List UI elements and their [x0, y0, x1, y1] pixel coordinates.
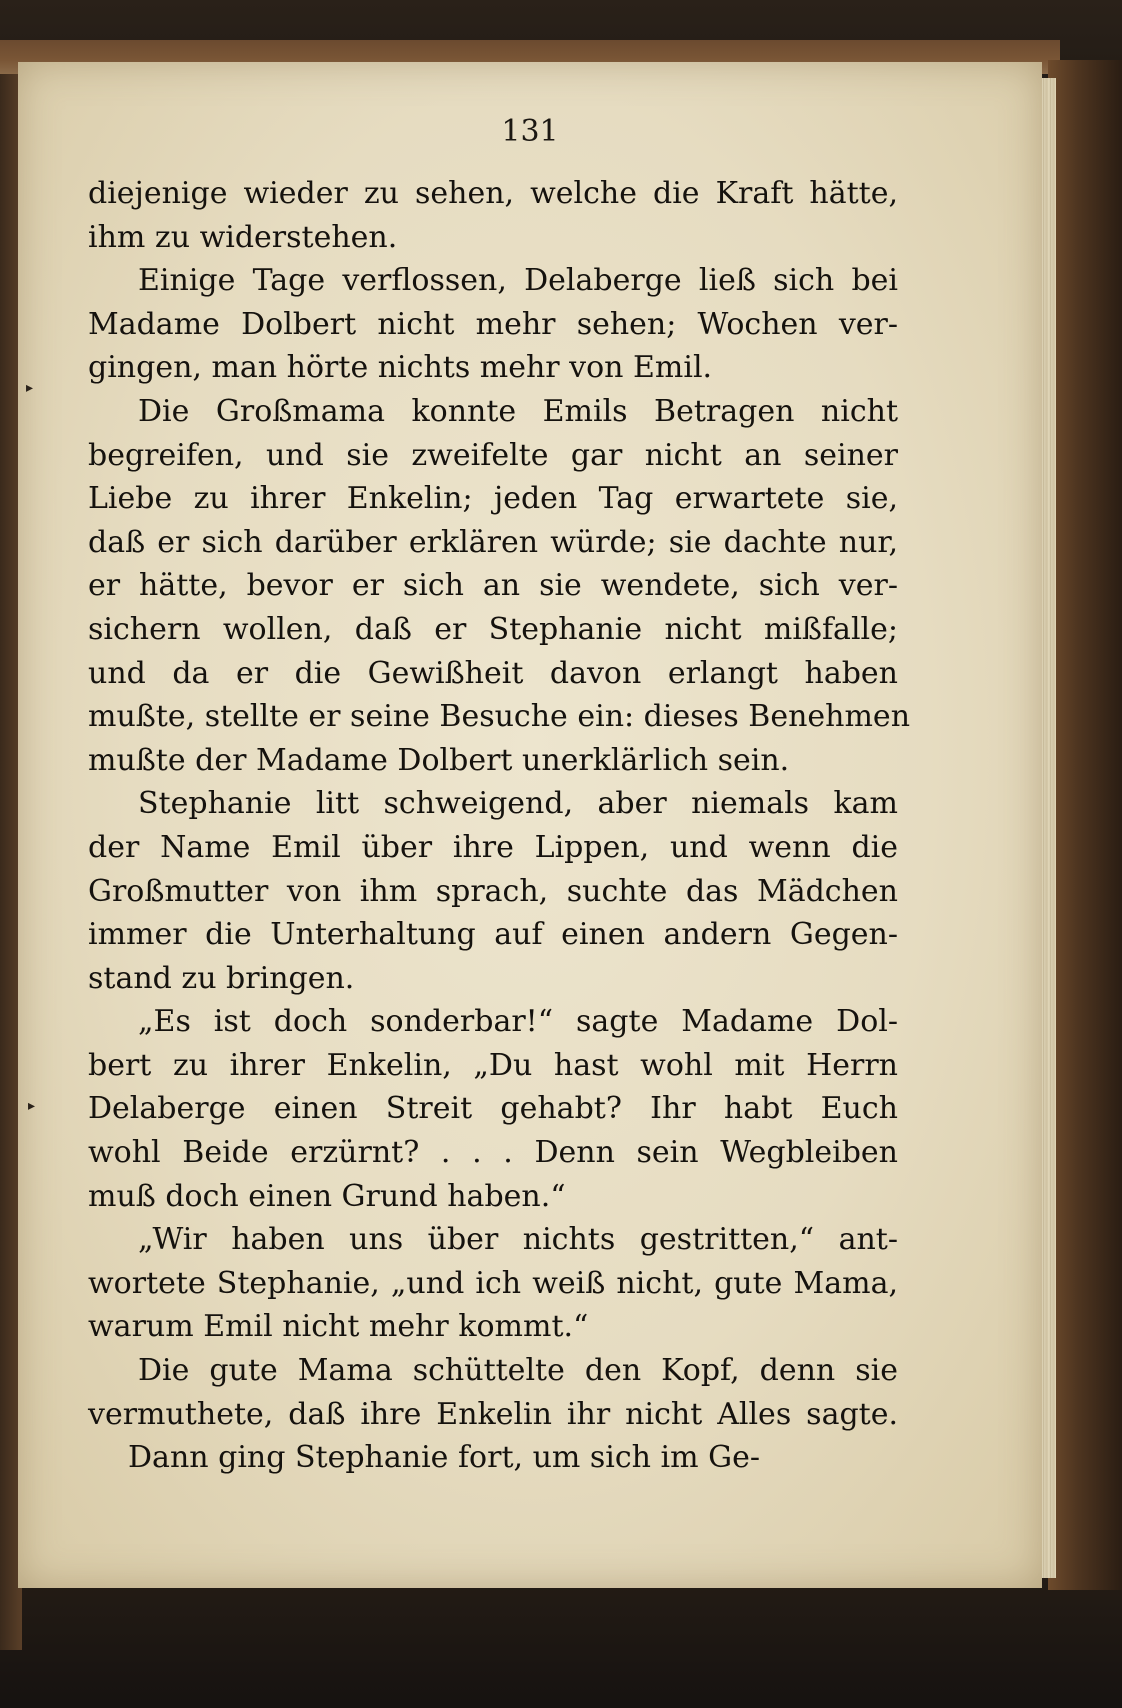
text-line: bert zu ihrer Enkelin, „Du hast wohl mit Herrn	[88, 1047, 898, 1083]
text-line: wortete Stephanie, „und ich weiß nicht, gute Mama,	[88, 1265, 898, 1301]
page-body-text	[88, 172, 911, 1480]
text-line: er hätte, bevor er sich an sie wendete, sich ver-	[88, 568, 898, 604]
text-line: warum Emil nicht mehr kommt.“	[88, 1309, 589, 1345]
margin-mark: ▸	[28, 1098, 36, 1114]
text-line: Die Großmama konnte Emils Betragen nicht	[138, 393, 898, 429]
text-line: mußte, stellte er seine Besuche ein: dieses Benehmen	[88, 699, 911, 735]
text-line: muß doch einen Grund haben.“	[88, 1178, 566, 1214]
page-number: 131	[501, 114, 559, 149]
margin-mark: ▸	[26, 380, 34, 396]
text-line: vermuthete, daß ihre Enkelin ihr nicht Alles sagte.	[88, 1396, 898, 1432]
text-line: mußte der Madame Dolbert unerklärlich sein.	[88, 742, 790, 778]
text-line: Dann ging Stephanie fort, um sich im Ge-	[128, 1440, 760, 1476]
text-line: immer die Unterhaltung auf einen andern Gegen-	[88, 917, 898, 953]
text-line: Großmutter von ihm sprach, suchte das Mädchen	[88, 873, 898, 909]
text-line: wohl Beide erzürnt? . . . Denn sein Wegbleiben	[88, 1135, 898, 1171]
text-line: daß er sich darüber erklären würde; sie dachte nur,	[88, 524, 898, 560]
text-line: gingen, man hörte nichts mehr von Emil.	[88, 350, 713, 386]
text-line: begreifen, und sie zweifelte gar nicht an seiner	[88, 437, 898, 473]
text-line: „Wir haben uns über nichts gestritten,“ ant-	[138, 1222, 898, 1258]
text-line: diejenige wieder zu sehen, welche die Kraft hätte,	[88, 176, 898, 211]
text-line: Delaberge einen Streit gehabt? Ihr habt Euch	[88, 1091, 898, 1127]
text-line: Madame Dolbert nicht mehr sehen; Wochen ver-	[88, 306, 898, 342]
text-line: Liebe zu ihrer Enkelin; jeden Tag erwartete sie,	[88, 481, 898, 517]
book-cover-right-edge	[1048, 60, 1122, 1590]
text-line: stand zu bringen.	[88, 960, 355, 996]
text-line: sichern wollen, daß er Stephanie nicht mißfalle;	[88, 611, 898, 647]
text-line: der Name Emil über ihre Lippen, und wenn die	[88, 829, 898, 865]
text-line: und da er die Gewißheit davon erlangt haben	[88, 655, 898, 691]
text-line: ihm zu widerstehen.	[88, 219, 398, 255]
book-page	[18, 62, 1042, 1588]
text-line: „Es ist doch sonderbar!“ sagte Madame Dol-	[138, 1004, 898, 1040]
text-line: Einige Tage verflossen, Delaberge ließ sich bei	[138, 263, 898, 299]
text-line: Stephanie litt schweigend, aber niemals kam	[138, 786, 898, 822]
text-line: Die gute Mama schüttelte den Kopf, denn sie	[138, 1353, 898, 1389]
